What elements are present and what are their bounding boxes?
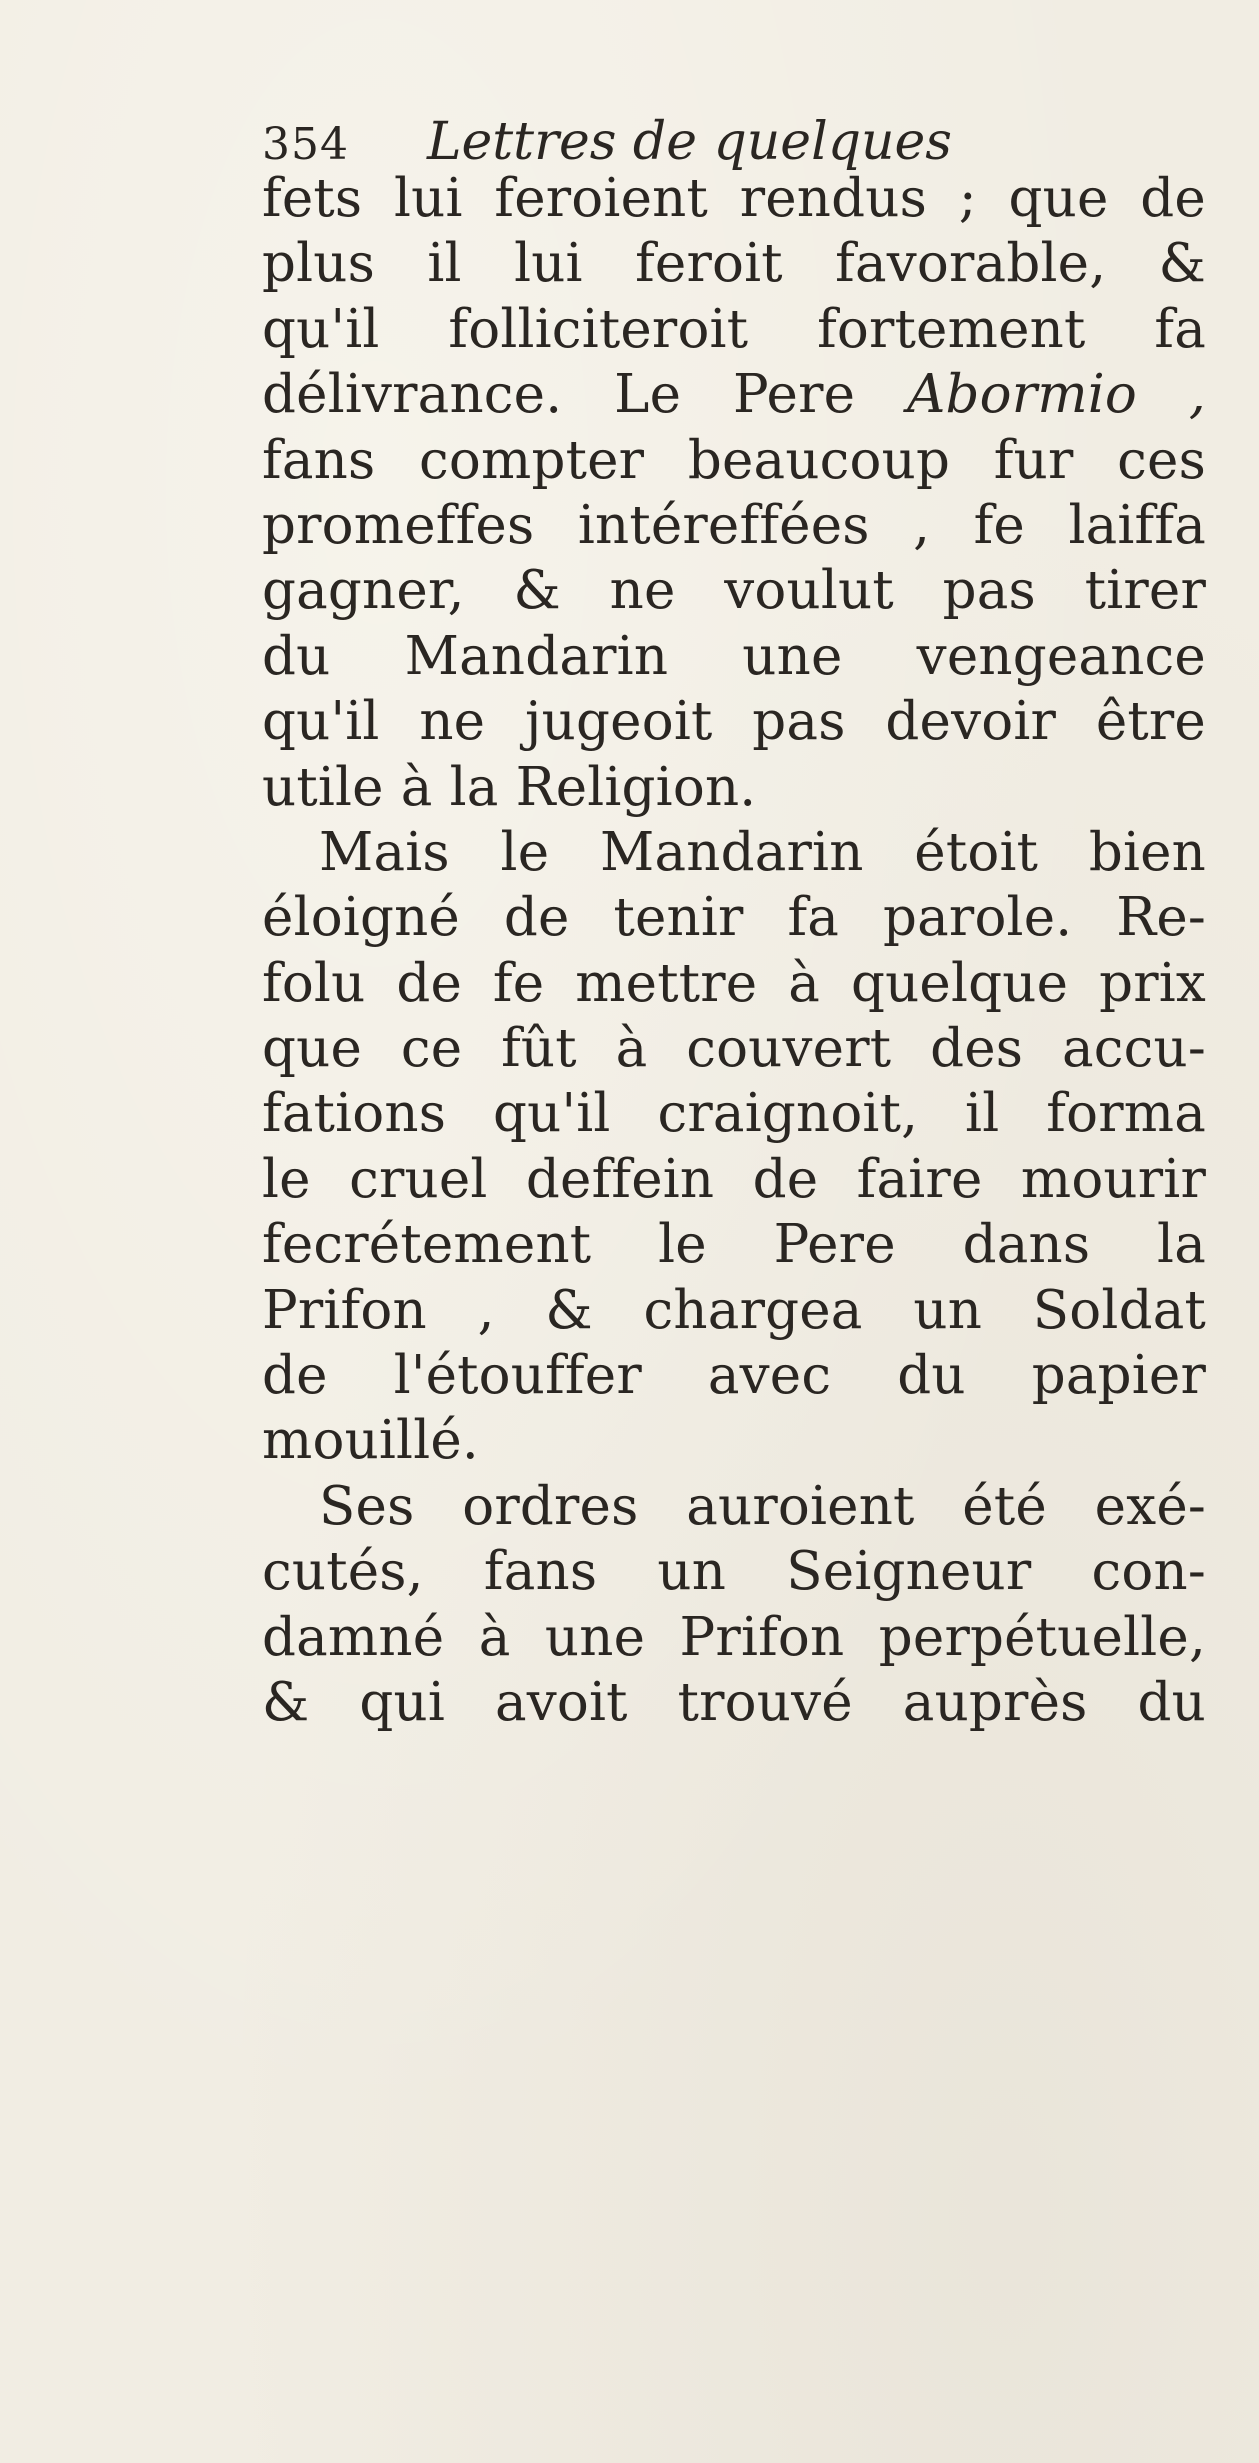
text-line: folu de fe mettre à quelque prix xyxy=(262,952,1206,1014)
text-line: promeffes intéreffées , fe laiffa xyxy=(262,494,1206,556)
text-line: damné à une Prifon perpétuelle, xyxy=(262,1606,1206,1668)
text-line: de l'étouffer avec du papier xyxy=(262,1345,1206,1407)
text-line xyxy=(262,362,1206,427)
italic-name: Abormio , xyxy=(907,364,1206,426)
text-line: du Mandarin une vengeance xyxy=(262,625,1206,687)
text-line: le cruel deffein de faire mourir xyxy=(262,1148,1206,1210)
text-line-start: délivrance. Le Pere xyxy=(262,364,856,426)
running-head xyxy=(262,112,952,172)
text-line: qu'il ne jugeoit pas devoir être xyxy=(262,691,1206,753)
text-line: fations qu'il craignoit, il forma xyxy=(262,1083,1206,1145)
text-line: que ce fût à couvert des accu- xyxy=(262,1018,1206,1080)
paragraph-start-line: Ses ordres auroient été exé- xyxy=(319,1475,1206,1537)
text-line: Prifon , & chargea un Soldat xyxy=(262,1279,1206,1341)
text-line: fecrétement le Pere dans la xyxy=(262,1214,1206,1276)
text-line: mouillé. xyxy=(262,1410,479,1472)
text-line: & qui avoit trouvé auprès du xyxy=(262,1671,1206,1733)
text-line: gagner, & ne voulut pas tirer xyxy=(262,560,1206,622)
text-line: cutés, fans un Seigneur con- xyxy=(262,1541,1206,1603)
text-line: fets lui feroient rendus ; que de xyxy=(262,168,1206,229)
text-line: plus il lui feroit favorable, & xyxy=(262,233,1206,295)
page-number: 354 xyxy=(262,119,349,170)
body-text xyxy=(262,166,1206,1735)
text-line: utile à la Religion. xyxy=(262,756,757,818)
text-line: fans compter beaucoup fur ces xyxy=(262,429,1206,491)
text-line: éloigné de tenir fa parole. Re- xyxy=(262,887,1206,949)
paragraph-start-line: Mais le Mandarin étoit bien xyxy=(319,821,1206,883)
running-title: Lettres de quelques xyxy=(426,112,952,172)
text-line: qu'il folliciteroit fortement fa xyxy=(262,298,1206,360)
